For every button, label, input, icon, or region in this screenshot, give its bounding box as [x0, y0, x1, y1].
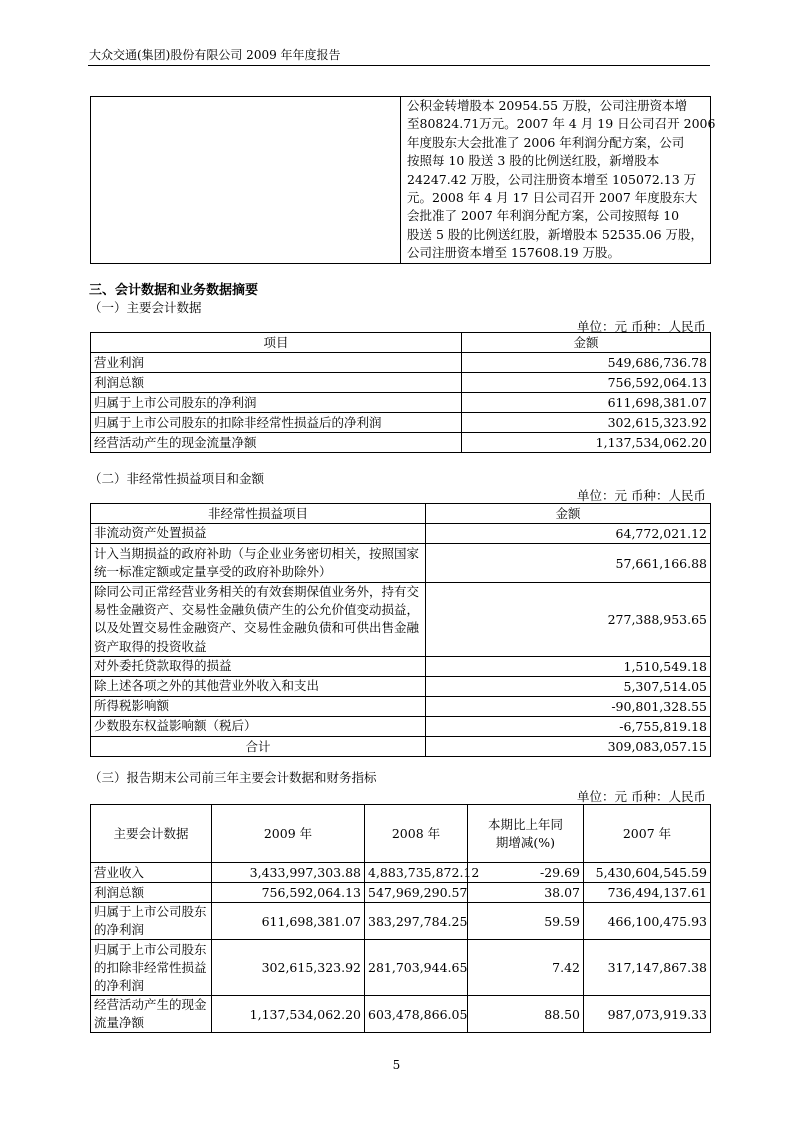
- column-header: 金额: [426, 504, 711, 524]
- column-header: 2008 年: [365, 805, 468, 863]
- row-value: 4,883,735,872.12: [365, 863, 468, 883]
- row-value: -90,801,328.55: [426, 696, 711, 716]
- text-line: 按照每 10 股送 3 股的比例送红股，新增股本: [407, 153, 660, 169]
- row-label: 所得税影响额: [91, 696, 426, 716]
- row-value: 611,698,381.07: [462, 393, 711, 413]
- continuation-table: [90, 96, 716, 264]
- text-line: 元。2008 年 4 月 17 日公司召开 2007 年度股东大: [407, 190, 698, 206]
- row-value: 88.50: [468, 996, 584, 1033]
- row-value: 5,307,514.05: [426, 676, 711, 696]
- table-row: [91, 433, 711, 453]
- subsection-title-1: （一）主要会计数据: [89, 300, 202, 315]
- text-line: 公司注册资本增至 157608.19 万股。: [407, 245, 621, 261]
- row-value: 302,615,323.92: [212, 940, 365, 996]
- table-row: [91, 656, 711, 676]
- row-label: 归属于上市公司股东的净利润: [91, 903, 212, 940]
- row-label: 归属于上市公司股东的净利润: [91, 393, 462, 413]
- text-line: 年度股东大会批准了 2006 年利润分配方案，公司: [407, 134, 685, 150]
- row-label: 除上述各项之外的其他营业外收入和支出: [91, 676, 426, 696]
- row-value: 466,100,475.93: [584, 903, 711, 940]
- text-line: 至80824.71万元。2007 年 4 月 19 日公司召开 2006: [407, 116, 716, 132]
- row-value: 1,137,534,062.20: [462, 433, 711, 453]
- header-row: [91, 805, 711, 863]
- row-label: 归属于上市公司股东的扣除非经常性损益的净利润: [91, 940, 212, 996]
- page-number: 5: [392, 1058, 401, 1072]
- column-header: 2009 年: [212, 805, 365, 863]
- text-line: 公积金转增股本 20954.55 万股，公司注册资本增: [407, 98, 688, 113]
- row-value: 7.42: [468, 940, 584, 996]
- unit-label-1: 单位：元 币种：人民币: [577, 319, 706, 334]
- table-row: [91, 863, 711, 883]
- row-label: 利润总额: [91, 883, 212, 903]
- row-label: 对外委托贷款取得的损益: [91, 656, 426, 676]
- table-row: [91, 903, 711, 940]
- column-header: 项目: [91, 333, 462, 353]
- empty-cell: [91, 97, 401, 264]
- row-value: 549,686,736.78: [462, 353, 711, 373]
- section-title: 三、会计数据和业务数据摘要: [89, 283, 259, 298]
- row-value: 1,510,549.18: [426, 656, 711, 676]
- row-value: 987,073,919.33: [584, 996, 711, 1033]
- table-row: [91, 393, 711, 413]
- column-header: 金额: [462, 333, 711, 353]
- row-value: -29.69: [468, 863, 584, 883]
- row-value: 5,430,604,545.59: [584, 863, 711, 883]
- unit-label-2: 单位：元 币种：人民币: [577, 488, 706, 503]
- table-row: [91, 676, 711, 696]
- table-row: [91, 716, 711, 736]
- unit-label-3: 单位：元 币种：人民币: [577, 789, 706, 804]
- main-accounting-table: [90, 332, 711, 453]
- row-value: 3,433,997,303.88: [212, 863, 365, 883]
- table-row: [91, 940, 711, 996]
- table-row: [91, 524, 711, 544]
- subsection-title-2: （二）非经常性损益项目和金额: [89, 471, 265, 486]
- row-value: 59.59: [468, 903, 584, 940]
- row-value: 57,661,166.88: [426, 544, 711, 583]
- row-value: 383,297,784.25: [365, 903, 468, 940]
- row-value: 547,969,290.57: [365, 883, 468, 903]
- row-label: 计入当期损益的政府补助（与企业业务密切相关，按照国家统一标准定额或定量享受的政府补助除外）: [91, 544, 426, 583]
- row-label: 归属于上市公司股东的扣除非经常性损益后的净利润: [91, 413, 462, 433]
- header-divider: [88, 65, 710, 66]
- share-history-text: [401, 97, 716, 264]
- subsection-title-3: （三）报告期末公司前三年主要会计数据和财务指标: [89, 770, 377, 785]
- row-value: 38.07: [468, 883, 584, 903]
- header-row: [91, 333, 711, 353]
- row-label: 除同公司正常经营业务相关的有效套期保值业务外，持有交易性金融资产、交易性金融负债产生的公允价值变动损益，以及处置交易性金融资产、交易性金融负债和可供出售金融资产取得的投资收益: [91, 583, 426, 657]
- row-value: 302,615,323.92: [462, 413, 711, 433]
- row-label: 营业利润: [91, 353, 462, 373]
- row-value: 277,388,953.65: [426, 583, 711, 657]
- row-value: 611,698,381.07: [212, 903, 365, 940]
- row-label: 营业收入: [91, 863, 212, 883]
- table-row: [91, 413, 711, 433]
- three-year-table: [90, 804, 711, 1033]
- table-row: [91, 544, 711, 583]
- table-row: [91, 353, 711, 373]
- row-value: 603,478,866.05: [365, 996, 468, 1033]
- text-line: 会批准了 2007 年利润分配方案，公司按照每 10: [407, 208, 680, 224]
- column-header: 2007 年: [584, 805, 711, 863]
- total-value: 309,083,057.15: [426, 736, 711, 756]
- row-label: 非流动资产处置损益: [91, 524, 426, 544]
- table-row: [91, 996, 711, 1033]
- row-label: 经营活动产生的现金流量净额: [91, 996, 212, 1033]
- row-value: -6,755,819.18: [426, 716, 711, 736]
- row-value: 1,137,534,062.20: [212, 996, 365, 1033]
- table-row: [91, 373, 711, 393]
- table-row: [91, 696, 711, 716]
- row-label: 经营活动产生的现金流量净额: [91, 433, 462, 453]
- report-header: 大众交通(集团)股份有限公司 2009 年年度报告: [89, 48, 341, 62]
- column-header: 非经常性损益项目: [91, 504, 426, 524]
- column-header: 主要会计数据: [91, 805, 212, 863]
- table-row: [91, 583, 711, 657]
- non-recurring-table: [90, 503, 711, 757]
- header-row: [91, 504, 711, 524]
- row-label: 利润总额: [91, 373, 462, 393]
- total-label: 合计: [91, 736, 426, 756]
- row-label: 少数股东权益影响额（税后）: [91, 716, 426, 736]
- row-value: 756,592,064.13: [212, 883, 365, 903]
- table-row: [91, 883, 711, 903]
- text-line: 股送 5 股的比例送红股，新增股本 52535.06 万股，: [407, 226, 703, 242]
- row-value: 317,147,867.38: [584, 940, 711, 996]
- text-line: 24247.42 万股，公司注册资本增至 105072.13 万: [407, 171, 697, 187]
- row-value: 736,494,137.61: [584, 883, 711, 903]
- total-row: [91, 736, 711, 756]
- column-header: 本期比上年同期增减(%): [468, 805, 584, 863]
- row-value: 64,772,021.12: [426, 524, 711, 544]
- row-value: 281,703,944.65: [365, 940, 468, 996]
- row-value: 756,592,064.13: [462, 373, 711, 393]
